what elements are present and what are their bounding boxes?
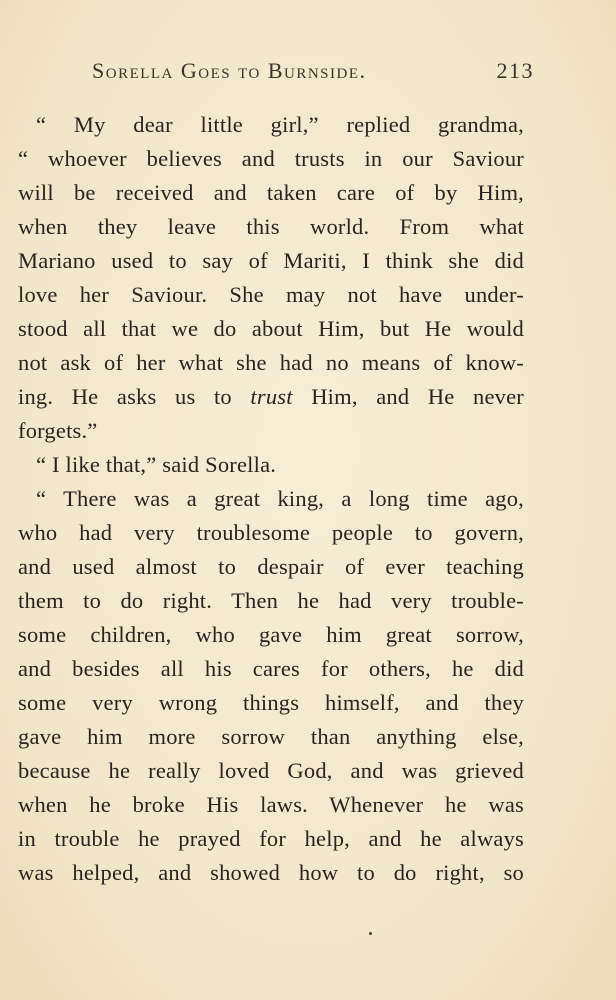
- text-line: Mariano used to say of Mariti, I think she did: [18, 248, 524, 273]
- paragraph: [18, 108, 524, 448]
- text-segment: ing. He asks us to: [18, 384, 251, 409]
- text-line: some children, who gave him great sorrow,: [18, 622, 524, 647]
- text-line: love her Saviour. She may not have under-: [18, 282, 524, 307]
- paragraph: [18, 448, 524, 482]
- text-line: them to do right. Then he had very trouble-: [18, 588, 524, 613]
- paragraph: [18, 482, 524, 890]
- text-line: “ My dear little girl,” replied grandma,: [36, 112, 524, 137]
- printer-mark: [369, 932, 372, 935]
- text-line: will be received and taken care of by Him,: [18, 180, 524, 205]
- text-line: and besides all his cares for others, he did: [18, 656, 524, 681]
- text-line: when they leave this world. From what: [18, 214, 524, 239]
- text-line: forgets.”: [18, 418, 98, 443]
- text-line: gave him more sorrow than anything else,: [18, 724, 524, 749]
- text-line: who had very troublesome people to govern,: [18, 520, 524, 545]
- emphasized-word: trust: [250, 384, 293, 409]
- text-line: in trouble he prayed for help, and he always: [18, 826, 524, 851]
- text-line: some very wrong things himself, and they: [18, 690, 524, 715]
- running-head: Sorella Goes to Burnside.: [92, 58, 367, 83]
- text-line: and used almost to despair of ever teaching: [18, 554, 524, 579]
- page-number: 213: [496, 58, 534, 83]
- page-header: [92, 58, 534, 92]
- text-line: not ask of her what she had no means of know-: [18, 350, 524, 375]
- text-line: “ There was a great king, a long time ago,: [36, 486, 524, 511]
- text-line: when he broke His laws. Whenever he was: [18, 792, 524, 817]
- text-line: stood all that we do about Him, but He would: [18, 316, 524, 341]
- text-line: “ whoever believes and trusts in our Saviour: [18, 146, 524, 171]
- text-segment: Him, and He never: [292, 384, 524, 409]
- text-line: “ I like that,” said Sorella.: [36, 452, 277, 477]
- text-line: was helped, and showed how to do right, so: [18, 860, 524, 885]
- text-line: [18, 380, 524, 414]
- body-text: [18, 108, 524, 890]
- text-line: because he really loved God, and was grieved: [18, 758, 524, 783]
